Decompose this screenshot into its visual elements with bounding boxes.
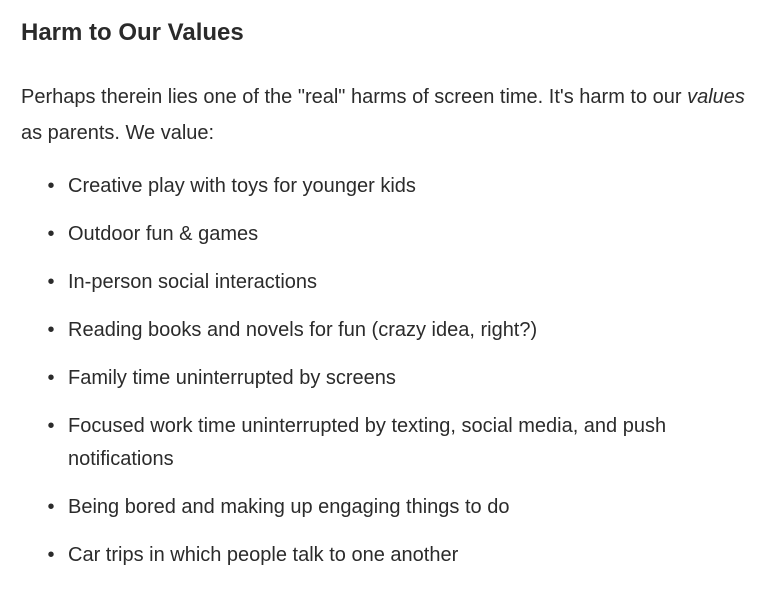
list-item-text: Reading books and novels for fun (crazy idea, right?) (68, 319, 538, 341)
bullet-icon: • (47, 496, 55, 518)
list-item (47, 266, 752, 299)
bullet-icon: • (47, 544, 55, 566)
list-item-text: Car trips in which people talk to one another (68, 544, 459, 566)
values-list (21, 170, 752, 572)
list-item (47, 218, 752, 251)
bullet-icon: • (47, 415, 55, 437)
bullet-icon: • (47, 175, 55, 197)
intro-text-start: Perhaps therein lies one of the "real" harms of screen time. It's harm to our (21, 86, 688, 108)
list-item (47, 491, 752, 524)
section-heading: Harm to Our Values (21, 19, 244, 46)
list-item-text: Outdoor fun & games (68, 223, 259, 245)
list-item-text: Family time uninterrupted by screens (68, 367, 396, 389)
intro-text-end: as parents. We value: (21, 122, 215, 144)
list-item (47, 362, 752, 395)
list-item (47, 314, 752, 347)
list-item (47, 410, 752, 476)
list-item-text: Being bored and making up engaging things to do (68, 496, 510, 518)
bullet-icon: • (47, 223, 55, 245)
bullet-icon: • (47, 319, 55, 341)
list-item (47, 170, 752, 203)
list-item-text: In-person social interactions (68, 271, 318, 293)
intro-paragraph (21, 79, 752, 151)
intro-emphasis: values (687, 86, 745, 108)
list-item-text: Creative play with toys for younger kids (68, 175, 416, 197)
list-item-text: Focused work time uninterrupted by texting, social media, and push notifications (68, 415, 667, 470)
list-item (47, 539, 752, 572)
bullet-icon: • (47, 271, 55, 293)
bullet-icon: • (47, 367, 55, 389)
